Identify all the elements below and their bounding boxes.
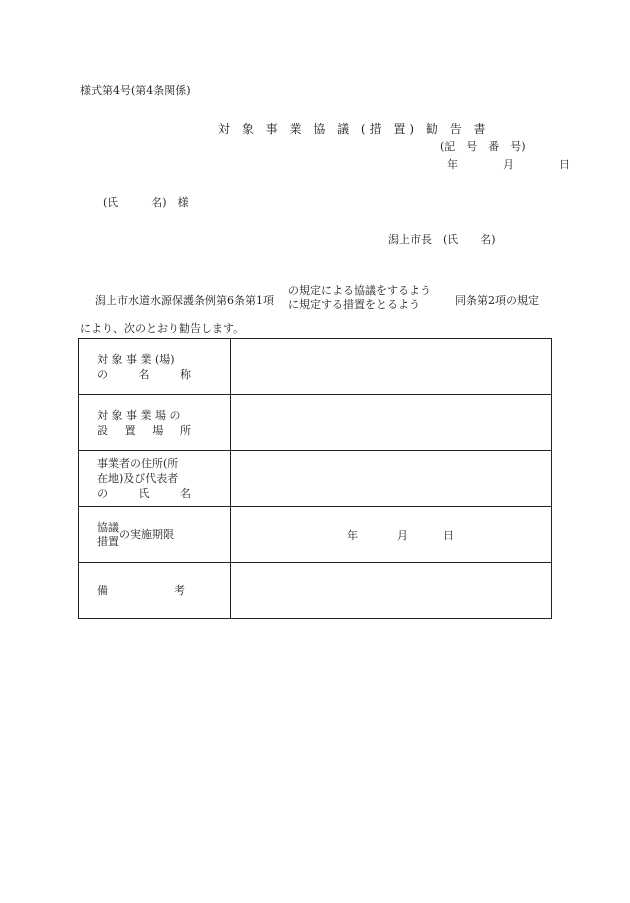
label-char: 設 <box>97 423 108 437</box>
label-deadline-suffix: の実施期限 <box>119 528 174 541</box>
body-line1-end: 同条第2項の規定 <box>455 294 539 307</box>
body-options <box>288 284 431 312</box>
label-char: 氏 <box>138 487 150 500</box>
option-consultation: の規定による協議をするよう <box>288 284 431 297</box>
label-measure: 措置 <box>97 534 119 548</box>
document-title: 対 象 事 業 協 議 (措 置) 勧 告 書 <box>218 122 490 136</box>
body-line2: により、次のとおり勧告します。 <box>80 322 245 335</box>
date-day: 日 <box>559 158 570 171</box>
label-business-name <box>79 339 231 395</box>
deadline-month: 月 <box>397 529 408 542</box>
label-line: 対 象 事 業 (場) <box>97 352 175 366</box>
reference-number: (記 号 番 号) <box>440 140 526 153</box>
field-remarks[interactable] <box>231 563 552 619</box>
form-number: 様式第4号(第4条関係) <box>80 84 191 97</box>
label-deadline <box>79 507 231 563</box>
deadline-day: 日 <box>443 529 454 542</box>
label-char: 備 <box>97 584 108 597</box>
label-char: 考 <box>174 584 185 597</box>
issue-date <box>447 156 570 172</box>
recommendation-table <box>78 338 552 619</box>
table-row <box>79 395 552 451</box>
table-row <box>79 451 552 507</box>
field-operator[interactable] <box>231 451 552 507</box>
table-row <box>79 507 552 563</box>
label-line: 在地)及び代表者 <box>97 472 179 485</box>
label-line: 事業者の住所(所 <box>97 457 179 470</box>
label-char: 置 <box>124 423 136 437</box>
label-line: 対 象 事 業 場 の <box>97 408 181 422</box>
label-char: 名 <box>180 487 191 500</box>
table-row <box>79 563 552 619</box>
issuer: 潟上市長 (氏 名) <box>388 233 496 246</box>
label-consultation: 協議 <box>97 520 119 534</box>
label-char: の <box>97 367 108 381</box>
label-remarks <box>79 563 231 619</box>
label-char: 名 <box>138 367 150 381</box>
addressee: (氏 名) 様 <box>103 196 189 209</box>
label-location <box>79 395 231 451</box>
option-measure: に規定する措置をとるよう <box>288 298 420 311</box>
label-char: 称 <box>180 367 191 381</box>
field-location[interactable] <box>231 395 552 451</box>
field-deadline[interactable] <box>231 507 552 563</box>
body-line1-start: 潟上市水道水源保護条例第6条第1項 <box>95 294 274 307</box>
table-row <box>79 339 552 395</box>
label-char: の <box>97 487 108 500</box>
field-business-name[interactable] <box>231 339 552 395</box>
date-year: 年 <box>447 158 458 171</box>
label-char: 所 <box>179 423 191 437</box>
date-month: 月 <box>503 158 514 171</box>
label-char: 場 <box>152 423 164 437</box>
deadline-year: 年 <box>347 529 358 542</box>
label-operator <box>79 451 231 507</box>
